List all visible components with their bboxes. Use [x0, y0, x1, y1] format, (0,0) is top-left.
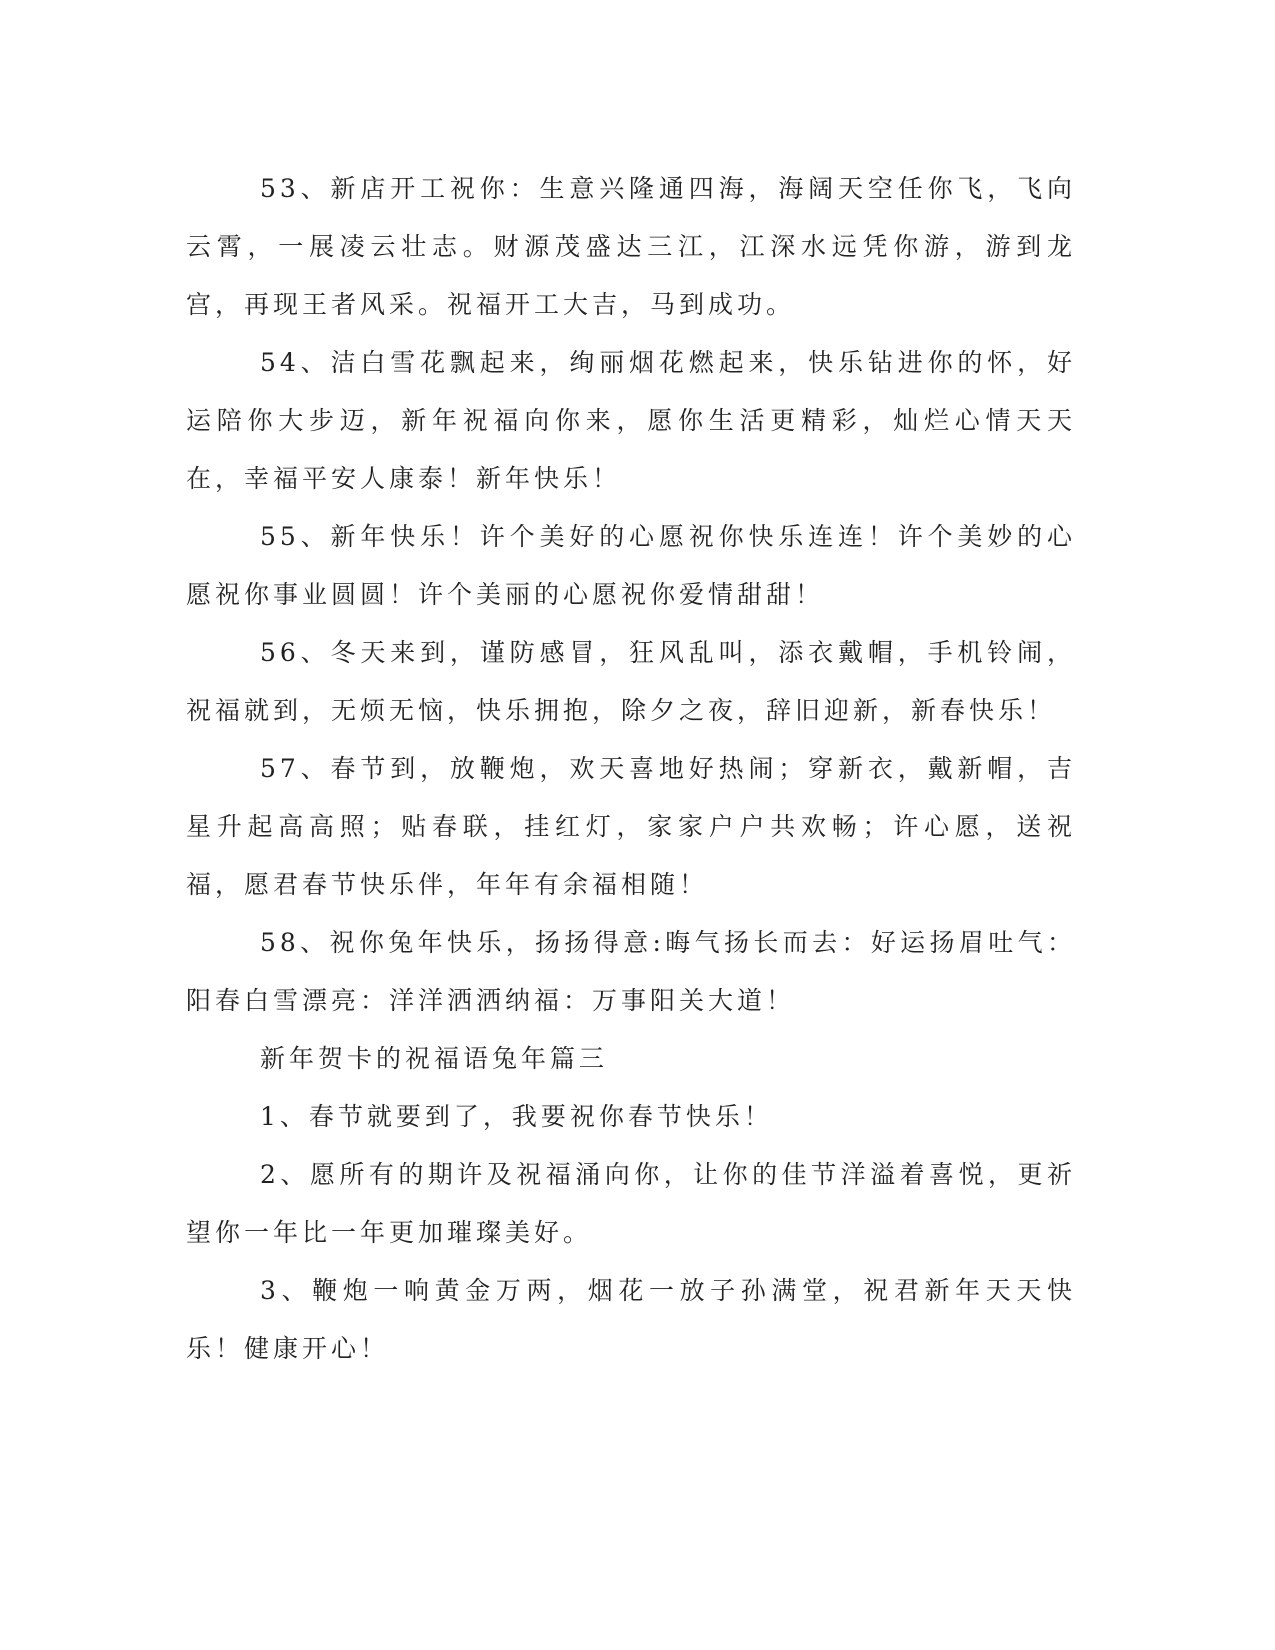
paragraph-3: 3、鞭炮一响黄金万两，烟花一放子孙满堂，祝君新年天天快乐！健康开心！ [186, 1276, 1076, 1363]
paragraph-53: 53、新店开工祝你：生意兴隆通四海，海阔天空任你飞，飞向云霄，一展凌云壮志。财源茂盛达三江，江深水远凭你游，游到龙宫，再现王者风采。祝福开工大吉，马到成功。 [186, 174, 1076, 319]
paragraph-58: 58、祝你兔年快乐，扬扬得意:晦气扬长而去：好运扬眉吐气：阳春白雪漂亮：洋洋洒洒纳福：万事阳关大道！ [186, 928, 1076, 1015]
document-body [186, 160, 1076, 1378]
paragraph-1: 1、春节就要到了，我要祝你春节快乐！ [260, 1102, 773, 1131]
paragraph-56: 56、冬天来到，谨防感冒，狂风乱叫，添衣戴帽，手机铃闹，祝福就到，无烦无恼，快乐拥抱，除夕之夜，辞旧迎新，新春快乐！ [186, 638, 1076, 725]
section-heading: 新年贺卡的祝福语兔年篇三 [260, 1044, 609, 1073]
paragraph-54: 54、洁白雪花飘起来，绚丽烟花燃起来，快乐钻进你的怀，好运陪你大步迈，新年祝福向你来，愿你生活更精彩，灿烂心情天天在，幸福平安人康泰！新年快乐！ [186, 348, 1076, 493]
paragraph-2: 2、愿所有的期许及祝福涌向你，让你的佳节洋溢着喜悦，更祈望你一年比一年更加璀璨美好。 [186, 1160, 1076, 1247]
paragraph-55: 55、新年快乐！许个美好的心愿祝你快乐连连！许个美妙的心愿祝你事业圆圆！许个美丽的心愿祝你爱情甜甜！ [186, 522, 1076, 609]
paragraph-57: 57、春节到，放鞭炮，欢天喜地好热闹；穿新衣，戴新帽，吉星升起高高照；贴春联，挂红灯，家家户户共欢畅；许心愿，送祝福，愿君春节快乐伴，年年有余福相随！ [186, 754, 1076, 899]
